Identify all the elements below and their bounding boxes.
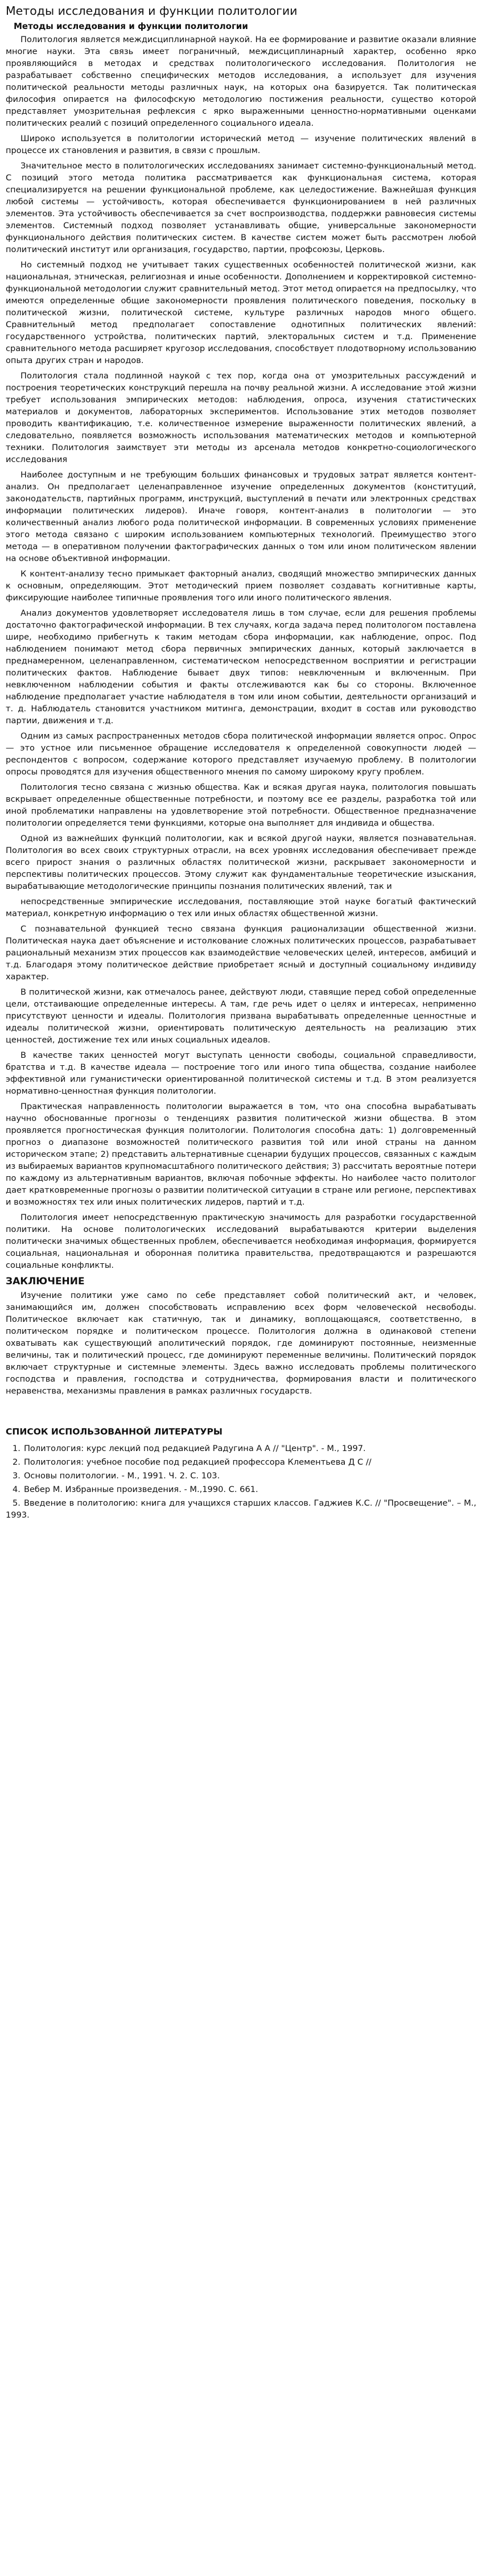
paragraph: Политология тесно связана с жизнью общества. Как и всякая другая наука, политология повышать вскрывает определенные общественные потребности, и поэтому все ее разделы, разработка той или иной проблематики направлены на удовлетворение этой потребности. Общественное предназначение политологии определяется теми функциями, которые она выполняет для индивида и общества.	[6, 782, 476, 828]
reference-item	[6, 1442, 476, 1454]
reference-item	[6, 1470, 476, 1482]
reference-text: Введение в политологию: книга для учащихся старших классов. Гаджиев К.С. // "Просвещение". – М., 1993.	[6, 1498, 476, 1520]
conclusion-heading: ЗАКЛЮЧЕНИЕ	[6, 1276, 85, 1287]
paragraph: В качестве таких ценностей могут выступать ценности свободы, социальной справедливости, братства и т.д. В качестве идеала — построение того или иного типа общества, создание наиболее эффективной или гуманистически ориентированной политической системы и т.д. В этом реализуется нормативно-ценностная функция политологии.	[6, 1050, 476, 1096]
paragraph: Одним из самых распространенных методов сбора политической информации является опрос. Опрос — это устное или письменное обращение исследователя к определенной совокупности людей — респондентов с вопросом, содержание которого представляет изучаемую проблему. В политологии опросы проводятся для изучения общественного мнения по самому широкому кругу проблем.	[6, 731, 476, 777]
paragraph: Широко используется в политологии исторический метод — изучение политических явлений в процессе их становления и развития, в связи с прошлым.	[6, 134, 476, 155]
reference-item	[6, 1483, 476, 1495]
paragraph: Но системный подход не учитывает таких существенных особенностей политической жизни, как национальная, этническая, религиозная и иные особенности. Дополнением и корректировкой системно-функциональной методологии служит сравнительный метод. Этот метод опирается на предпосылку, что имеются определенные общие закономерности проявления политического поведения, поскольку в политической жизни, политической системе, культуре различных народов много общего. Сравнительный метод предполагает сопоставление однотипных политических явлений: государственного устройства, политических партий, электоральных систем и т.д. Применение сравнительного метода расширяет кругозор исследования, способствует плодотворному использованию опыта других стран и народов.	[6, 260, 476, 365]
paragraph: Политология является междисциплинарной наукой. На ее формирование и развитие оказали влияние многие науки. Эта связь имеет пограничный, междисциплинарный характер, особенно ярко проявляющийся в методах и средствах политологического исследования. Политология не разрабатывает собственно специфических методов исследования, а использует для изучения политической реальности методы различных наук, на которых она базируется. Так политическая философия опирается на философскую методологию постижения реальности, существо которой представляет умозрительная рефлексия с ярко выраженными ценностно-нормативными оценками политических реалий с позиций определенного социального идеала.	[6, 35, 476, 128]
reference-item	[6, 1497, 476, 1521]
paragraph: Анализ документов удовлетворяет исследователя лишь в том случае, если для решения проблемы достаточно фактографической информации. В тех случаях, когда задача перед политологом поставлена шире, необходимо прибегнуть к таким методам сбора информации, как наблюдение, опрос. Под наблюдением понимают метод сбора первичных эмпирических данных, который заключается в преднамеренном, целенаправленном, систематическом непосредственном восприятии и регистрации политических фактов. Наблюдение бывает двух типов: невключенным и включенным. При невключенном наблюдении события и факты отслеживаются как бы со стороны. Включенное наблюдение предполагает участие наблюдателя в том или ином событии, деятельности организаций и т. д. Наблюдатель становится участником митинга, демонстрации, входит в состав или руководство партии, движения и т.д.	[6, 608, 476, 726]
paragraph: В политической жизни, как отмечалось ранее, действуют люди, ставящие перед собой определенные цели, отстаивающие определенные интересы. А там, где речь идет о целях и интересах, неприменно присутствуют ценности и идеалы. Политология призвана вырабатывать определенные ценностные и идеалы политической жизни, ориентировать политическую деятельность на реализацию этих ценностей, достижение тех или иных социальных идеалов.	[6, 987, 476, 1045]
references-list	[6, 1442, 476, 1521]
conclusion-paragraph: Изучение политики уже само по себе представляет собой политический акт, и человек, занимающийся им, должен способствовать исправлению всех форм человеческой несвободы. Политическое включает как статичную, так и динамику, воплощающаяся, соответственно, в политическом порядке и политическом процессе. Политология должна в одинаковой степени охватывать как существующий аполитический порядок, где доминируют постоянные, неизменные величины, так и политический процесс, где доминируют переменные величины. Политический порядок включает структурные и системные элементы. Здесь важно исследовать проблемы политического господства и правления, господства и сотрудничества, формирования власти и политического неравенства, механизмы правления в рамках различных государств.	[6, 1291, 476, 1396]
section-subtitle: Методы исследования и функции политологии	[14, 21, 248, 31]
paragraph: Политология стала подлинной наукой с тех пор, когда она от умозрительных рассуждений и построения теоретических конструкций перешла на почву реальной жизни. А исследование этой жизни требует использования эмпирических методов: наблюдения, опроса, изучения статистических материалов и документов, лабораторных экспериментов. Использование этих методов позволяет проводить квантификацию, т.е. количественное измерение выраженности политических явлений, а следовательно, появляется возможность использования математических методов и компьютерной техники. Политология заимствует эти методы из арсенала методов конкретно-социологического исследования	[6, 371, 476, 464]
reference-number: 5.	[13, 1498, 20, 1508]
page-title: Методы исследования и функции политологии	[6, 4, 298, 18]
paragraph: Одной из важнейших функций политологии, как и всякой другой науки, является познавательная. Политология во всех своих структурных отрасли, на всех уровнях исследования обеспечивает прежде всего прирост знания о различных областях политической жизни, раскрывает закономерности и перспективы политических процессов. Этому служит как фундаментальные теоретические изыскания, вырабатывающие методологические принципы познания политических явлений, так и	[6, 834, 476, 891]
reference-text: Политология: курс лекций под редакцией Радугина А А // "Центр". - М., 1997.	[23, 1444, 366, 1453]
reference-text: Вебер М. Избранные произведения. - М.,1990. С. 661.	[23, 1485, 258, 1494]
paragraph: Значительное место в политологических исследованиях занимает системно-функциональный метод. С позиций этого метода политика рассматривается как функциональная система, которая специализируется на решении функциональной проблеме, как целедостижение. Важнейшая функция любой системы — устойчивость, которая обеспечивается функционированием в ней различных элементов. Эта устойчивость обеспечивается за счет воспроизводства, поддержки равновесия системы элементов. Системный подход позволяет устанавливать общие, универсальные закономерности функционального действия политических систем. В качестве систем может быть рассмотрен любой политический институт или организация, государство, партии, профсоюзы, Церковь.	[6, 161, 476, 254]
reference-text: Политология: учебное пособие под редакцией профессора Клементьева Д С //	[23, 1457, 372, 1467]
paragraph: Наиболее доступным и не требующим больших финансовых и трудовых затрат является контент-анализ. Он предполагает целенаправленное изучение определенных документов (конституций, законодательств, партийных программ, инструкций, выступлений в печати или электронных средствах информации политических лидеров). Иначе говоря, контент-анализ в политологии — это количественный анализ любого рода политической информации. В современных условиях применение этого метода связано с широким использованием компьютерных технологий. Преимущество этого метода — в оперативном получении фактографических данных о том или ином политическом явлении на основе объективной информации.	[6, 470, 476, 563]
paragraph: непосредственные эмпирические исследования, поставляющие этой науке богатый фактический материал, конкретную информацию о тех или иных областях общественной жизни.	[6, 897, 476, 918]
reference-item	[6, 1456, 476, 1468]
paragraph: Практическая направленность политологии выражается в том, что она способна вырабатывать научно обоснованные прогнозы о тенденциях развития политической жизни общества. В этом проявляется прогностическая функция политологии. Политология способна дать: 1) долговременный прогноз о диапазоне возможностей политического развития той или иной страны на данном историческом этапе; 2) представить альтернативные сценарии будущих процессов, связанных с каждым из выбираемых вариантов крупномасштабного политического действия; 3) рассчитать вероятные потери по каждому из альтернативным вариантов, включая побочные эффекты. Но наиболее часто политолог дает кратковременные прогнозы о развитии политической ситуации в стране или регионе, перспективах и возможностях тех или иных политических лидеров, партий и т.д.	[6, 1102, 476, 1207]
reference-number: 1.	[13, 1444, 20, 1453]
paragraph: Политология имеет непосредственную практическую значимость для разработки государственной политики. На основе политологических исследований вырабатываются критерии выделения политически значимых общественных проблем, обеспечивается необходимая информация, формируется социальная, национальная и оборонная политика правительства, предотвращаются и разрешаются социальные конфликты.	[6, 1213, 476, 1270]
reference-number: 2.	[13, 1457, 20, 1467]
reference-text: Основы политологии. - М., 1991. Ч. 2. С. 103.	[23, 1471, 220, 1481]
references-heading: СПИСОК ИСПОЛЬЗОВАННОЙ ЛИТЕРАТУРЫ	[6, 1427, 223, 1437]
paragraph: К контент-анализу тесно примыкает факторный анализ, сводящий множество эмпирических данных к основным, определяющим. Этот методический прием позволяет создавать когнитивные карты, фиксирующие наиболее типичные проявления того или иного политического явления.	[6, 569, 476, 603]
reference-number: 4.	[13, 1485, 20, 1494]
reference-number: 3.	[13, 1471, 20, 1481]
paragraph: С познавательной функцией тесно связана функция рационализации общественной жизни. Политическая наука дает объяснение и истолкование сложных политических процессов, разрабатывает рациональный механизм этих процессов как взаимодействие человеческих целей, интересов, амбиций и т.д. Благодаря этому политическое действие приобретает ясный и доступный социальному индивиду характер.	[6, 924, 476, 982]
